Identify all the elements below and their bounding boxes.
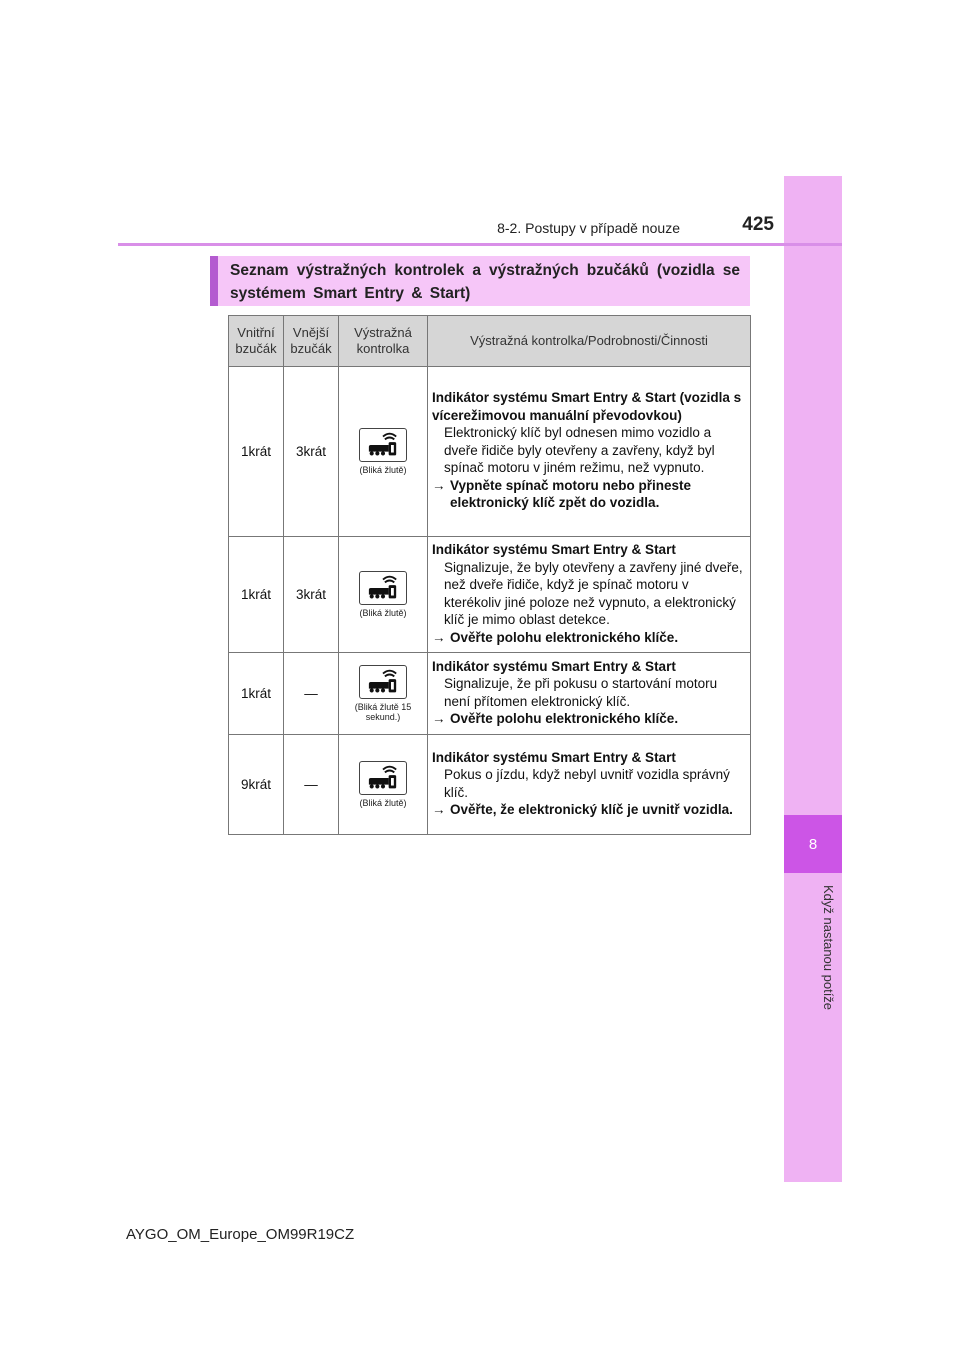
warning-table: [228, 315, 751, 835]
chapter-title: Když nastanou potíže: [821, 885, 836, 1011]
action-line: [432, 629, 747, 647]
indicator-description: Signalizuje, že byly otevřeny a zavřeny jiné dveře, než dveře řidiče, když je spínač motoru v kterékoliv jiné poloze než vypnuto, a elektronický klíč je mimo oblast detekce.: [444, 559, 743, 627]
indicator-description: Signalizuje, že při pokusu o startování motoru není přítomen elektronický klíč.: [444, 676, 718, 709]
outer-buzzer-cell: —: [284, 653, 339, 735]
warning-light-cell: [339, 735, 428, 835]
table-row: [229, 735, 751, 835]
warning-light-cell: [339, 367, 428, 537]
inner-buzzer-cell: 1krát: [229, 367, 284, 537]
table-row: [229, 653, 751, 735]
section-heading: Seznam výstražných kontrolek a výstražných bzučáků (vozidla se systémem Smart Entry & Start): [210, 256, 750, 306]
table-header-row: [229, 316, 751, 367]
header-inner-buzzer: Vnitřní bzučák: [229, 316, 284, 367]
arrow-icon: →: [432, 629, 446, 645]
icon-note: (Bliká žlutě): [359, 608, 407, 618]
warning-light-cell: [339, 653, 428, 735]
details-cell: [428, 735, 751, 835]
document-code: AYGO_OM_Europe_OM99R19CZ: [126, 1226, 355, 1243]
inner-buzzer-cell: 9krát: [229, 735, 284, 835]
icon-note: (Bliká žlutě): [359, 465, 407, 475]
header-rule: [118, 243, 842, 246]
indicator-title: Indikátor systému Smart Entry & Start (vozidla s vícerežimovou manuální převodovkou): [432, 390, 742, 423]
action-text: Vypněte spínač motoru nebo přineste elektronický klíč zpět do vozidla.: [450, 477, 692, 511]
outer-buzzer-cell: 3krát: [284, 537, 339, 653]
header-details: Výstražná kontrolka/Podrobnosti/Činnosti: [428, 316, 751, 367]
page-number: 425: [742, 214, 774, 235]
action-text: Ověřte polohu elektronického klíče.: [450, 711, 679, 726]
header-outer-buzzer: Vnější bzučák: [284, 316, 339, 367]
details-cell: [428, 653, 751, 735]
smart-key-warning-icon: [359, 571, 407, 605]
section-title: 8-2. Postupy v případě nouze: [497, 220, 680, 236]
table-row: [229, 537, 751, 653]
icon-note: (Bliká žlutě): [359, 798, 407, 808]
icon-note: (Bliká žlutě 15 sekund.): [354, 702, 412, 722]
header-warning-light: Výstražná kontrolka: [339, 316, 428, 367]
action-line: [432, 801, 747, 819]
action-line: [432, 710, 747, 728]
smart-key-warning-icon: [359, 761, 407, 795]
details-cell: [428, 537, 751, 653]
details-cell: [428, 367, 751, 537]
outer-buzzer-cell: —: [284, 735, 339, 835]
chapter-number-badge: 8: [784, 815, 842, 873]
inner-buzzer-cell: 1krát: [229, 653, 284, 735]
action-text: Ověřte, že elektronický klíč je uvnitř vozidla.: [450, 802, 733, 817]
warning-light-cell: [339, 537, 428, 653]
action-text: Ověřte polohu elektronického klíče.: [450, 629, 679, 645]
table-row: [229, 367, 751, 537]
outer-buzzer-cell: 3krát: [284, 367, 339, 537]
smart-key-warning-icon: [359, 428, 407, 462]
action-line: [432, 477, 747, 512]
indicator-title: Indikátor systému Smart Entry & Start: [432, 542, 676, 557]
indicator-title: Indikátor systému Smart Entry & Start: [432, 749, 676, 765]
arrow-icon: →: [432, 477, 446, 493]
indicator-description: Pokus o jízdu, když nebyl uvnitř vozidla správný klíč.: [444, 767, 730, 800]
smart-key-warning-icon: [359, 665, 407, 699]
indicator-description: Elektronický klíč byl odnesen mimo vozidlo a dveře řidiče byly otevřeny a zavřeny, když byl spínač motoru v jiném režimu, než vypnuto.: [444, 425, 715, 476]
arrow-icon: →: [432, 711, 446, 726]
inner-buzzer-cell: 1krát: [229, 537, 284, 653]
indicator-title: Indikátor systému Smart Entry & Start: [432, 658, 676, 674]
arrow-icon: →: [432, 802, 446, 817]
